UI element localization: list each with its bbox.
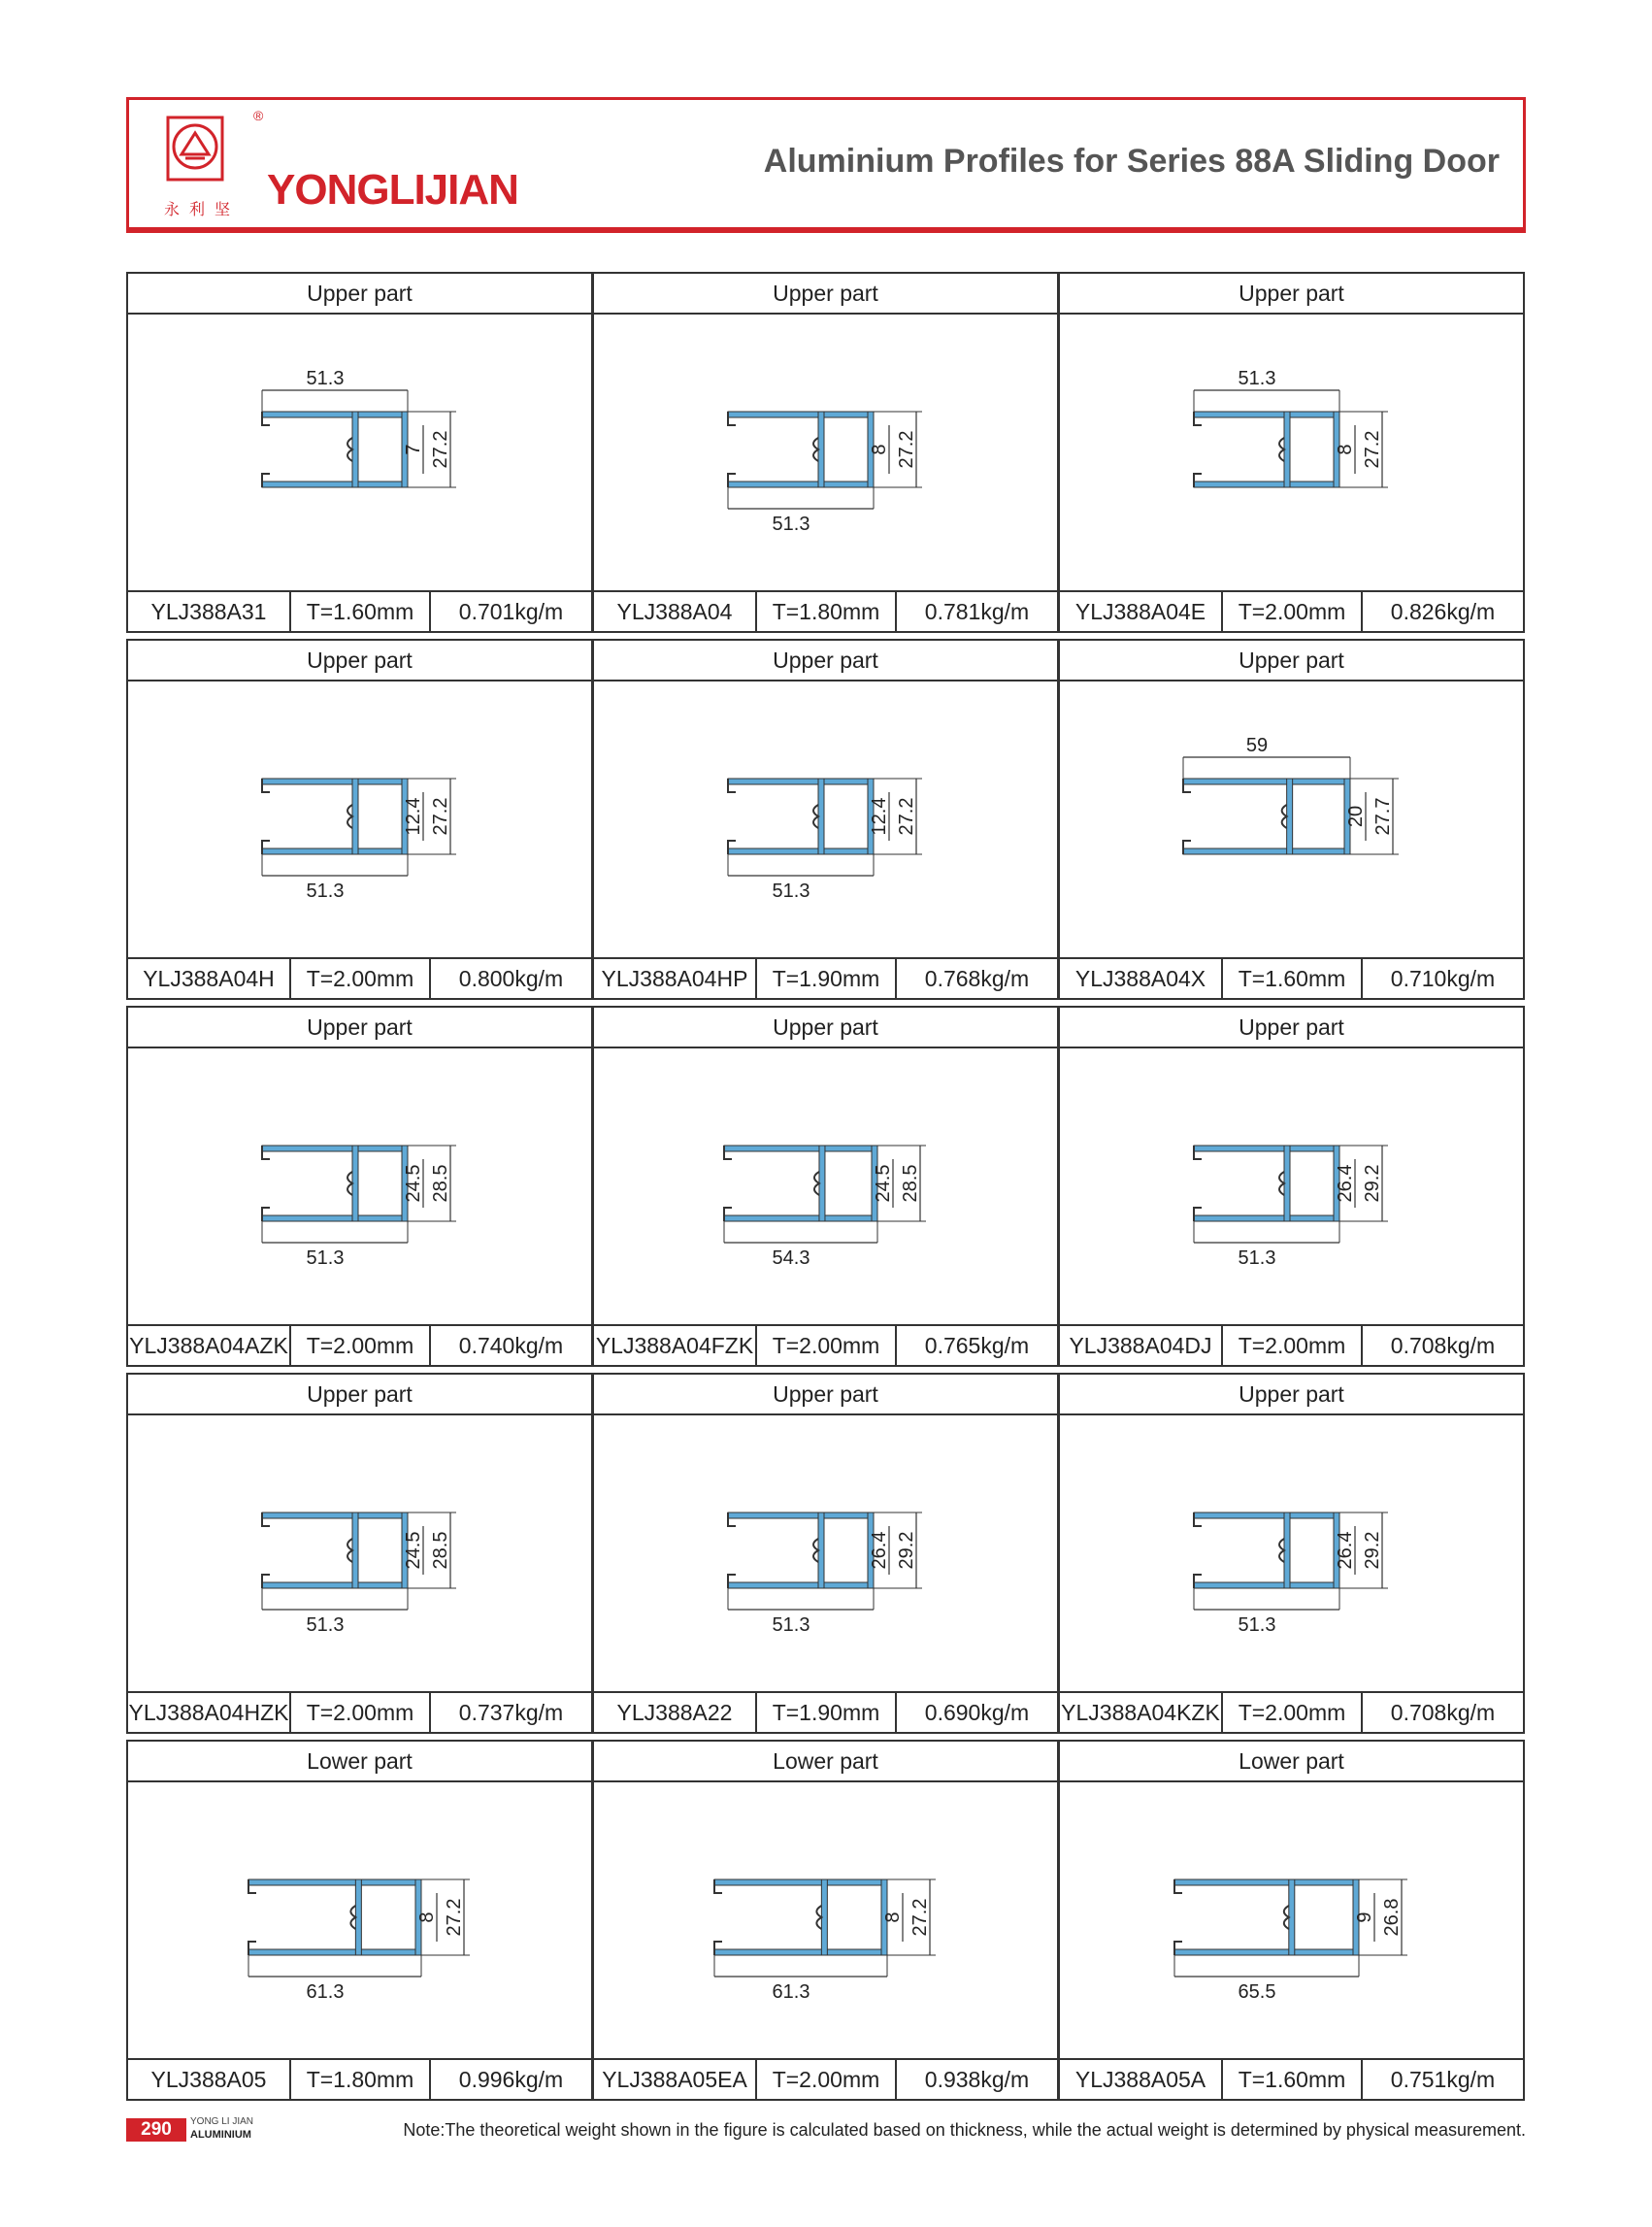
weight: 0.751kg/m — [1390, 2067, 1496, 2092]
part-label: Lower part — [128, 1742, 591, 1782]
width-label: 51.3 — [1238, 1614, 1276, 1636]
page-title: Aluminium Profiles for Series 88A Sliding Door — [763, 143, 1500, 180]
profile-drawing — [594, 1782, 1057, 2060]
width-label: 51.3 — [306, 1614, 345, 1636]
spec-row — [128, 590, 591, 631]
part-label: Upper part — [594, 274, 1057, 315]
page-number: 290 — [126, 2118, 186, 2142]
profile-card — [592, 1006, 1059, 1367]
profile-drawing — [594, 315, 1057, 592]
profile-drawing — [128, 315, 591, 592]
brand-chinese: 永利坚 — [164, 200, 241, 218]
weight: 0.708kg/m — [1390, 1333, 1496, 1358]
thickness: T=2.00mm — [291, 959, 431, 998]
spec-row — [594, 957, 1057, 998]
spec-row — [128, 957, 591, 998]
weight: 0.781kg/m — [924, 599, 1030, 624]
width-label: 65.5 — [1238, 1981, 1276, 2003]
thickness: T=1.60mm — [1223, 959, 1363, 998]
inner-height-label: 8 — [869, 444, 890, 455]
width-dimension — [262, 854, 408, 876]
profile-drawing — [128, 1415, 591, 1693]
brand-name: YONGLIJIAN — [267, 166, 518, 214]
spec-row — [594, 1324, 1057, 1365]
width-dimension — [262, 1588, 408, 1610]
weight: 0.826kg/m — [1390, 599, 1496, 624]
width-label: 51.3 — [306, 1247, 345, 1269]
total-height-label: 27.2 — [1362, 430, 1383, 469]
profile-card — [126, 639, 593, 1000]
thickness: T=1.90mm — [757, 1693, 897, 1732]
profile-section — [728, 1512, 874, 1588]
weight: 0.740kg/m — [458, 1333, 564, 1358]
product-code: YLJ388A31 — [128, 592, 291, 631]
thickness: T=1.80mm — [291, 2060, 431, 2099]
footer-brand-sub: ALUMINIUM — [190, 2129, 251, 2141]
width-dimension — [1183, 757, 1350, 779]
total-height-label: 27.2 — [444, 1898, 465, 1937]
profile-card — [1058, 272, 1525, 633]
thickness: T=2.00mm — [757, 2060, 897, 2099]
weight: 0.768kg/m — [924, 966, 1030, 991]
weight: 0.938kg/m — [924, 2067, 1030, 2092]
total-height-label: 28.5 — [430, 1164, 451, 1203]
thickness: T=2.00mm — [1223, 1326, 1363, 1365]
inner-height-label: 12.4 — [403, 797, 424, 836]
profile-card — [1058, 1740, 1525, 2101]
thickness: T=2.00mm — [1223, 1693, 1363, 1732]
total-height-label: 29.2 — [1362, 1164, 1383, 1203]
product-code: YLJ388A04AZK — [128, 1326, 291, 1365]
profile-section — [728, 412, 874, 487]
profile-drawing — [1060, 1415, 1523, 1693]
width-label: 51.3 — [306, 368, 345, 389]
profile-section — [724, 1146, 877, 1221]
product-code: YLJ388A04FZK — [594, 1326, 757, 1365]
total-height-label: 28.5 — [430, 1531, 451, 1570]
thickness: T=1.60mm — [1223, 2060, 1363, 2099]
weight: 0.765kg/m — [924, 1333, 1030, 1358]
profile-drawing — [128, 1048, 591, 1326]
profile-section — [262, 779, 408, 854]
total-height-label: 27.2 — [896, 797, 917, 836]
part-label: Upper part — [128, 641, 591, 681]
spec-row — [1060, 957, 1523, 998]
width-label: 51.3 — [772, 1614, 810, 1636]
footnote: Note:The theoretical weight shown in the figure is calculated based on thickness, while the actual weight is determined by physical measurement. — [403, 2120, 1526, 2140]
part-label: Upper part — [128, 1375, 591, 1415]
profile-drawing — [1060, 1782, 1523, 2060]
width-dimension — [1194, 1221, 1339, 1243]
profile-card — [1058, 1006, 1525, 1367]
profile-drawing — [128, 681, 591, 959]
profile-card — [126, 1740, 593, 2101]
product-code: YLJ388A22 — [594, 1693, 757, 1732]
width-label: 51.3 — [772, 881, 810, 902]
profile-section — [1174, 1879, 1359, 1955]
width-dimension — [728, 854, 874, 876]
spec-row — [1060, 2058, 1523, 2099]
profile-card — [126, 1006, 593, 1367]
thickness: T=2.00mm — [291, 1326, 431, 1365]
profile-section — [262, 1512, 408, 1588]
total-height-label: 27.2 — [430, 430, 451, 469]
inner-height-label: 7 — [403, 444, 424, 455]
inner-height-label: 8 — [1335, 444, 1356, 455]
spec-row — [1060, 590, 1523, 631]
width-label: 54.3 — [772, 1247, 810, 1269]
part-label: Upper part — [1060, 641, 1523, 681]
profile-card — [592, 1373, 1059, 1734]
profile-section — [1194, 1146, 1339, 1221]
width-label: 51.3 — [1238, 1247, 1276, 1269]
inner-height-label: 26.4 — [1335, 1531, 1356, 1570]
thickness: T=2.00mm — [757, 1326, 897, 1365]
profile-card — [592, 272, 1059, 633]
part-label: Upper part — [1060, 1375, 1523, 1415]
product-code: YLJ388A04HZK — [128, 1693, 291, 1732]
product-code: YLJ388A04KZK — [1060, 1693, 1223, 1732]
part-label: Upper part — [594, 641, 1057, 681]
thickness: T=1.60mm — [291, 592, 431, 631]
width-dimension — [262, 390, 408, 412]
profile-drawing — [1060, 1048, 1523, 1326]
width-dimension — [724, 1221, 877, 1243]
profile-drawing — [594, 681, 1057, 959]
weight: 0.737kg/m — [458, 1700, 564, 1725]
total-height-label: 26.8 — [1381, 1898, 1403, 1937]
inner-height-label: 20 — [1345, 805, 1367, 828]
product-code: YLJ388A04H — [128, 959, 291, 998]
width-label: 51.3 — [772, 514, 810, 535]
weight: 0.710kg/m — [1390, 966, 1496, 991]
part-label: Upper part — [1060, 1008, 1523, 1048]
product-code: YLJ388A04 — [594, 592, 757, 631]
profile-card — [126, 1373, 593, 1734]
weight: 0.708kg/m — [1390, 1700, 1496, 1725]
product-code: YLJ388A04E — [1060, 592, 1223, 631]
inner-height-label: 26.4 — [1335, 1164, 1356, 1203]
profile-card — [1058, 1373, 1525, 1734]
registered-mark: ® — [253, 108, 264, 123]
part-label: Upper part — [594, 1008, 1057, 1048]
profile-drawing — [128, 1782, 591, 2060]
width-label: 61.3 — [772, 1981, 810, 2003]
inner-height-label: 12.4 — [869, 797, 890, 836]
thickness: T=1.90mm — [757, 959, 897, 998]
footer-brand: YONG LI JIAN — [190, 2116, 254, 2127]
part-label: Upper part — [128, 1008, 591, 1048]
spec-row — [594, 2058, 1057, 2099]
width-dimension — [262, 1221, 408, 1243]
profile-section — [714, 1879, 887, 1955]
profile-drawing — [594, 1048, 1057, 1326]
product-code: YLJ388A05A — [1060, 2060, 1223, 2099]
inner-height-label: 24.5 — [873, 1164, 894, 1203]
total-height-label: 27.2 — [430, 797, 451, 836]
total-height-label: 29.2 — [1362, 1531, 1383, 1570]
weight: 0.996kg/m — [458, 2067, 564, 2092]
weight: 0.701kg/m — [458, 599, 564, 624]
profile-drawing — [1060, 315, 1523, 592]
part-label: Lower part — [1060, 1742, 1523, 1782]
width-dimension — [728, 1588, 874, 1610]
product-code: YLJ388A04X — [1060, 959, 1223, 998]
weight: 0.800kg/m — [458, 966, 564, 991]
profile-drawing — [1060, 681, 1523, 959]
width-dimension — [728, 487, 874, 509]
page-footer — [126, 2114, 1526, 2147]
total-height-label: 29.2 — [896, 1531, 917, 1570]
total-height-label: 28.5 — [900, 1164, 921, 1203]
brand-logo-icon — [164, 116, 261, 193]
inner-height-label: 9 — [1354, 1911, 1375, 1923]
profile-card — [126, 272, 593, 633]
profile-section — [1183, 779, 1350, 854]
profile-card — [1058, 639, 1525, 1000]
spec-row — [128, 1324, 591, 1365]
width-dimension — [714, 1955, 887, 1977]
profile-row — [126, 1740, 1526, 2101]
profile-row — [126, 1373, 1526, 1734]
total-height-label: 27.2 — [909, 1898, 931, 1937]
profile-row — [126, 272, 1526, 633]
weight: 0.690kg/m — [924, 1700, 1030, 1725]
inner-height-label: 26.4 — [869, 1531, 890, 1570]
total-height-label: 27.7 — [1372, 797, 1394, 836]
profile-section — [1194, 412, 1339, 487]
inner-height-label: 24.5 — [403, 1531, 424, 1570]
profile-section — [248, 1879, 421, 1955]
profile-card — [592, 1740, 1059, 2101]
spec-row — [1060, 1691, 1523, 1732]
width-label: 51.3 — [1238, 368, 1276, 389]
width-dimension — [1194, 1588, 1339, 1610]
inner-height-label: 8 — [416, 1911, 438, 1923]
width-dimension — [1194, 390, 1339, 412]
spec-row — [594, 1691, 1057, 1732]
product-code: YLJ388A05 — [128, 2060, 291, 2099]
spec-row — [594, 590, 1057, 631]
profile-row — [126, 639, 1526, 1000]
thickness: T=2.00mm — [1223, 592, 1363, 631]
product-code: YLJ388A05EA — [594, 2060, 757, 2099]
profile-section — [262, 1146, 408, 1221]
product-code: YLJ388A04HP — [594, 959, 757, 998]
inner-height-label: 24.5 — [403, 1164, 424, 1203]
profile-row — [126, 1006, 1526, 1367]
total-height-label: 27.2 — [896, 430, 917, 469]
spec-row — [128, 1691, 591, 1732]
width-label: 51.3 — [306, 881, 345, 902]
inner-height-label: 8 — [882, 1911, 904, 1923]
part-label: Lower part — [594, 1742, 1057, 1782]
thickness: T=1.80mm — [757, 592, 897, 631]
width-label: 59 — [1245, 735, 1269, 756]
width-label: 61.3 — [306, 1981, 345, 2003]
profile-drawing — [594, 1415, 1057, 1693]
product-code: YLJ388A04DJ — [1060, 1326, 1223, 1365]
spec-row — [1060, 1324, 1523, 1365]
width-dimension — [248, 1955, 421, 1977]
thickness: T=2.00mm — [291, 1693, 431, 1732]
profile-card — [592, 639, 1059, 1000]
spec-row — [128, 2058, 591, 2099]
part-label: Upper part — [128, 274, 591, 315]
width-dimension — [1174, 1955, 1359, 1977]
profile-section — [728, 779, 874, 854]
page-header — [126, 97, 1526, 233]
profile-section — [262, 412, 408, 487]
part-label: Upper part — [594, 1375, 1057, 1415]
profile-section — [1194, 1512, 1339, 1588]
part-label: Upper part — [1060, 274, 1523, 315]
